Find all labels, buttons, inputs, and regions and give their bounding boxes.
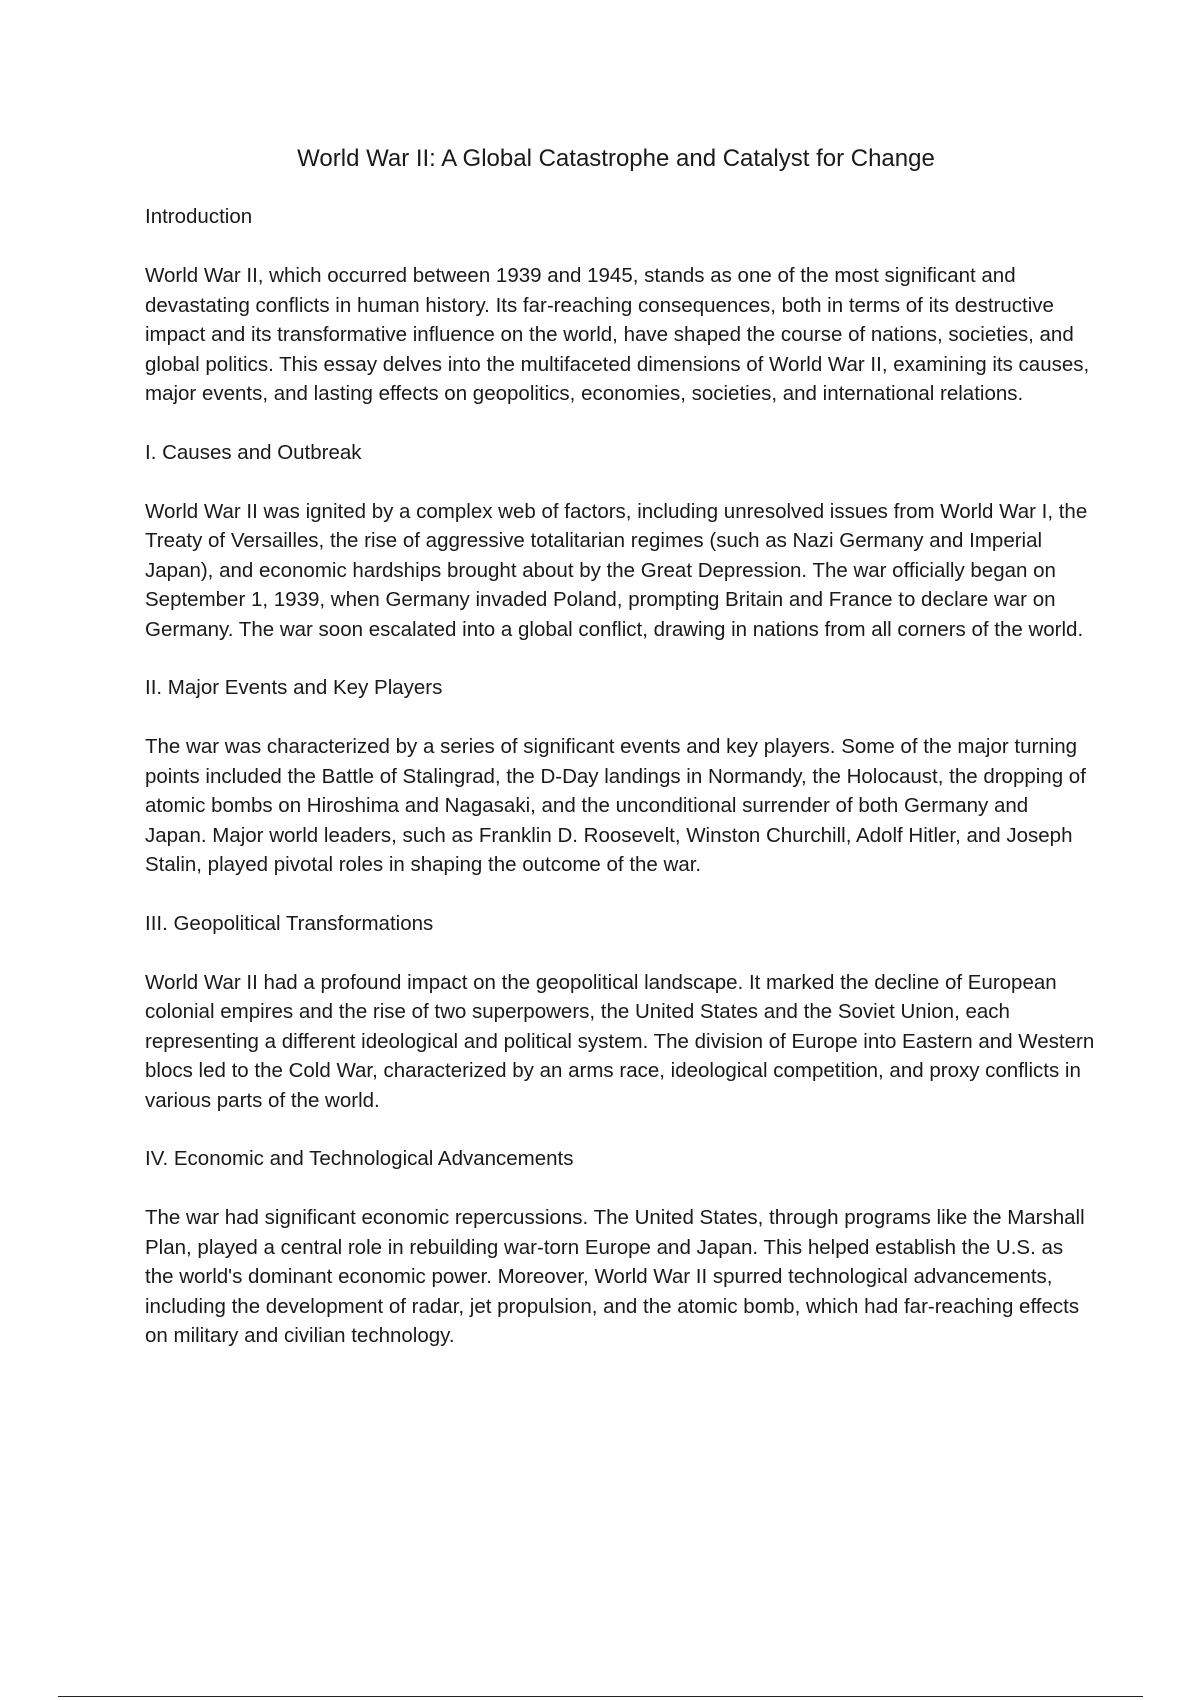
section-economic-technological [145,1144,1095,1351]
section-causes-and-outbreak [145,438,1095,645]
section-paragraph: World War II, which occurred between 1939 and 1945, stands as one of the most significant and devastating conflicts in human history. Its far-reaching consequences, both in terms of its destructive impact and its transformative influence on the world, have shaped the course of nations, societies, and global politics. This essay delves into the multifaceted dimensions of World War II, examining its causes, major events, and lasting effects on geopolitics, economies, societies, and international relations. [145,264,1090,405]
section-introduction [145,202,1095,409]
section-heading: II. Major Events and Key Players [145,676,443,699]
section-paragraph: The war was characterized by a series of significant events and key players. Some of the major turning points included the Battle of Stalingrad, the D-Day landings in Normandy, the Holocaust, the dropping of atomic bombs on Hiroshima and Nagasaki, and the unconditional surrender of both Germany and Japan. Major world leaders, such as Franklin D. Roosevelt, Winston Churchill, Adolf Hitler, and Joseph Stalin, played pivotal roles in shaping the outcome of the war. [145,735,1086,876]
section-major-events [145,673,1095,880]
document-title: World War II: A Global Catastrophe and Catalyst for Change [297,145,935,172]
section-heading: I. Causes and Outbreak [145,440,362,464]
section-geopolitical-transformations [145,909,1095,1116]
section-heading: III. Geopolitical Transformations [145,911,434,935]
section-paragraph: The war had significant economic repercussions. The United States, through programs like the Marshall Plan, played a central role in rebuilding war-torn Europe and Japan. This helped establish the U.S. as the world's dominant economic power. Moreover, World War II spurred technological advancements, including the development of radar, jet propulsion, and the atomic bomb, which had far-reaching effects on military and civilian technology. [145,1206,1085,1347]
section-heading: IV. Economic and Technological Advancements [145,1147,574,1170]
document-body [145,202,1095,1380]
section-paragraph: World War II had a profound impact on the geopolitical landscape. It marked the decline of European colonial empires and the rise of two superpowers, the United States and the Soviet Union, each representing a different ideological and political system. The division of Europe into Eastern and Western blocs led to the Cold War, characterized by an arms race, ideological competition, and proxy conflicts in various parts of the world. [145,970,1095,1112]
section-paragraph: World War II was ignited by a complex web of factors, including unresolved issues from World War I, the Treaty of Versailles, the rise of aggressive totalitarian regimes (such as Nazi Germany and Imperial Japan), and economic hardships brought about by the Great Depression. The war officially began on September 1, 1939, when Germany invaded Poland, prompting Britain and France to declare war on Germany. The war soon escalated into a global conflict, drawing in nations from all corners of the world. [145,499,1088,641]
section-heading: Introduction [145,205,253,228]
page-bottom-divider [58,1696,1143,1697]
